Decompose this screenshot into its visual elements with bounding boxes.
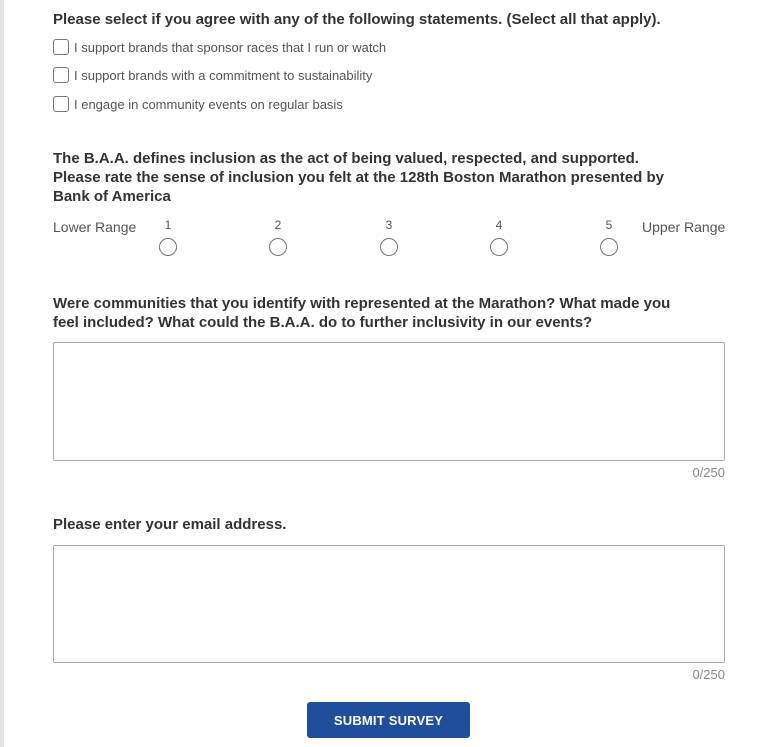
rating-radio-3[interactable] (380, 238, 398, 256)
upper-range-label: Upper Range (642, 219, 726, 235)
option-sponsor-brands[interactable] (53, 37, 386, 57)
rating-radio-4[interactable] (490, 238, 508, 256)
title-line: Were communities that you identify with represented at the Marathon? What made you (53, 295, 671, 312)
scale-label-5: 5 (605, 218, 613, 232)
checkbox[interactable] (53, 96, 69, 112)
scale-label-3: 3 (385, 218, 393, 232)
option-sustainability[interactable] (53, 65, 372, 85)
communities-textarea[interactable] (53, 342, 725, 461)
rating-radio-1[interactable] (159, 238, 177, 256)
option-label: I engage in community events on regular basis (74, 96, 343, 112)
question-email-title: Please enter your email address. (53, 516, 287, 533)
submit-survey-button[interactable]: SUBMIT SURVEY (307, 702, 470, 738)
title-line: Bank of America (53, 188, 171, 205)
character-counter: 0/250 (692, 465, 725, 480)
title-line: feel included? What could the B.A.A. do to further inclusivity in our events? (53, 314, 593, 331)
checkbox[interactable] (53, 67, 69, 83)
question-communities-title (53, 294, 670, 332)
page-left-edge (0, 0, 4, 747)
email-textarea[interactable] (53, 545, 725, 663)
scale-label-2: 2 (274, 218, 282, 232)
lower-range-label: Lower Range (53, 219, 137, 235)
title-line: The B.A.A. defines inclusion as the act of being valued, respected, and supported. (53, 150, 639, 167)
option-label: I support brands with a commitment to sustainability (74, 67, 373, 83)
question-statements-title: Please select if you agree with any of the following statements. (Select all that apply). (53, 11, 661, 28)
option-label: I support brands that sponsor races that I run or watch (74, 39, 387, 55)
checkbox[interactable] (53, 39, 69, 55)
scale-label-4: 4 (495, 218, 503, 232)
scale-label-1: 1 (164, 218, 172, 232)
rating-radio-5[interactable] (600, 238, 618, 256)
question-inclusion-title (53, 149, 664, 206)
title-line: Please rate the sense of inclusion you felt at the 128th Boston Marathon presented by (53, 169, 664, 186)
character-counter: 0/250 (692, 667, 725, 682)
option-community-events[interactable] (53, 94, 343, 114)
rating-radio-2[interactable] (269, 238, 287, 256)
